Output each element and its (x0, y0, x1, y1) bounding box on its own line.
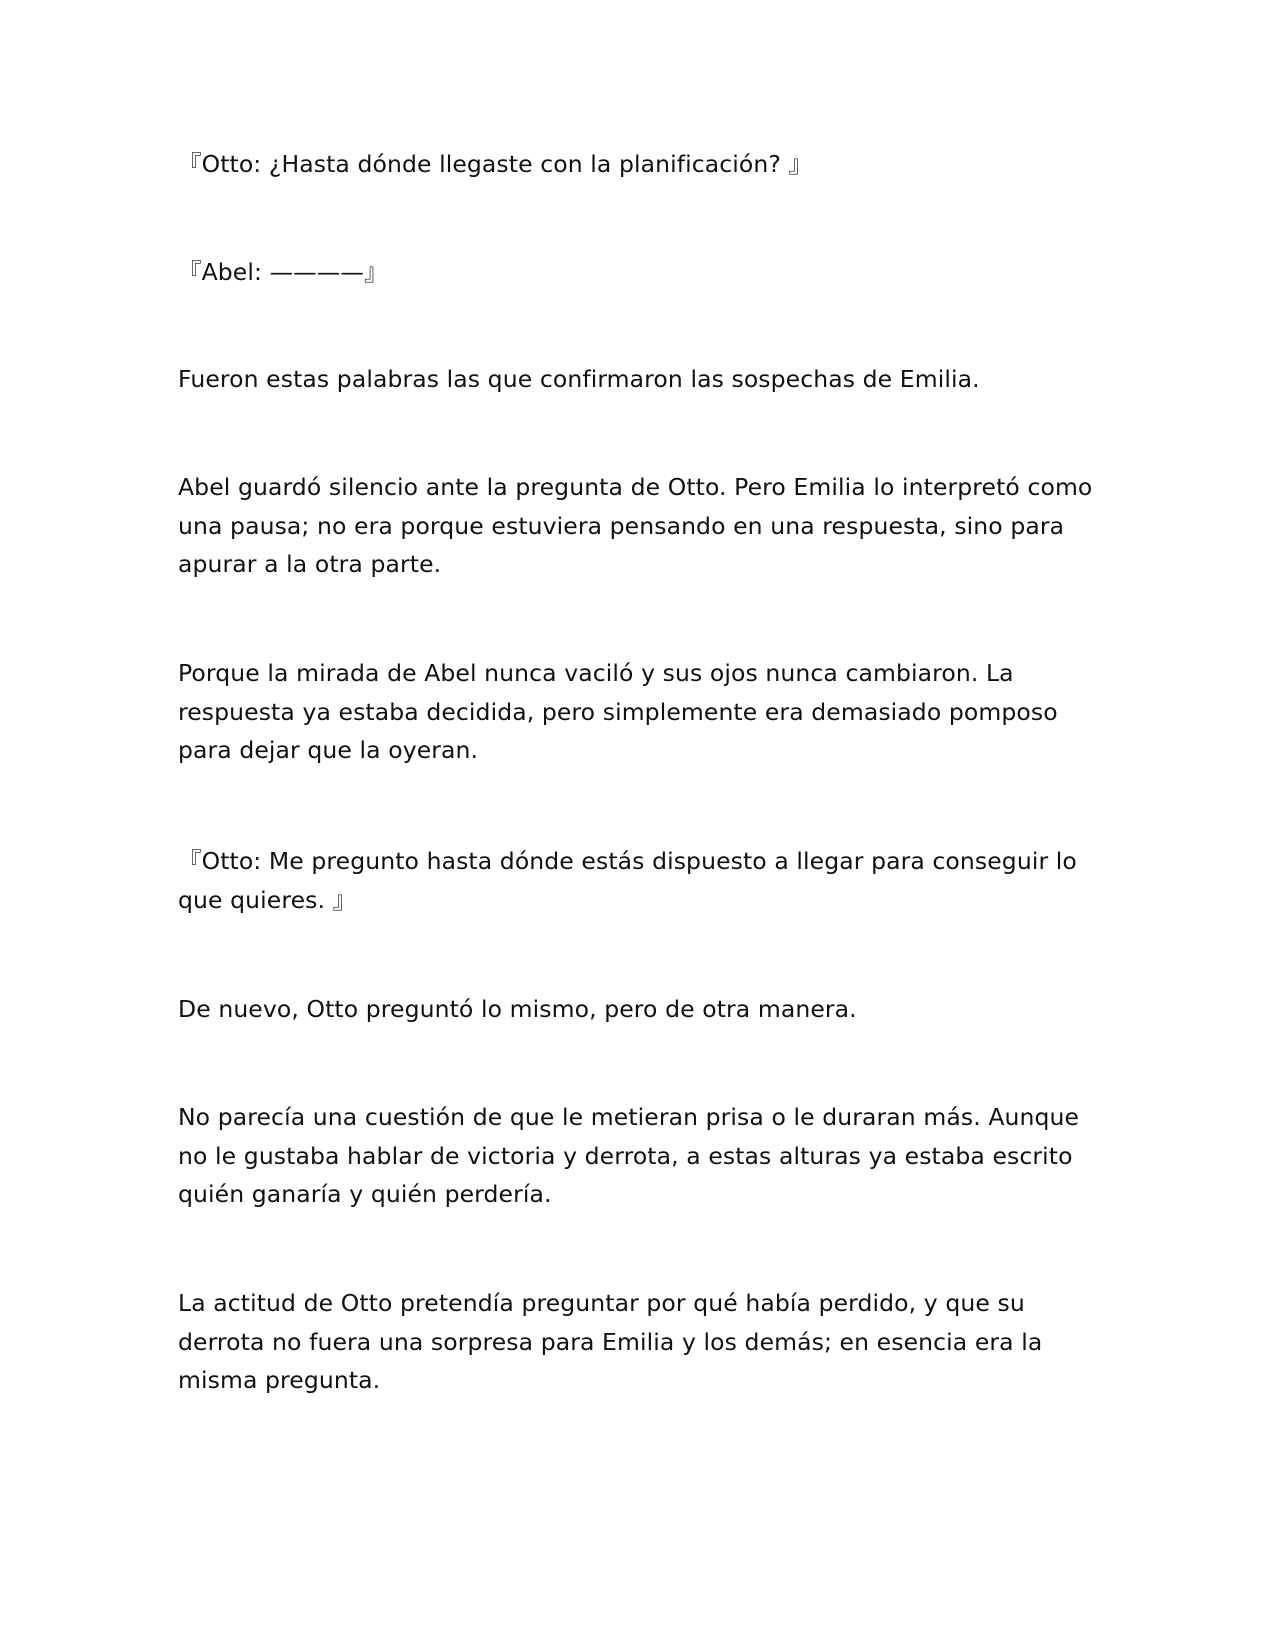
paragraph-otto-attitude: La actitud de Otto pretendía preguntar por qué había perdido, y que su derrota no fuera una sorpresa para Emilia y los demás; en esencia era la misma pregunta. (178, 1289, 1043, 1394)
dialogue-abel-silence: 『Abel: ————』 (178, 258, 388, 286)
dialogue-otto-planning: 『Otto: ¿Hasta dónde llegaste con la planificación? 』 (178, 150, 813, 178)
paragraph-abel-silence: Abel guardó silencio ante la pregunta de Otto. Pero Emilia lo interpretó como una pausa; no era porque estuviera pensando en una respuesta, sino para apurar a la otra parte. (178, 473, 1093, 578)
paragraph-suspicions: Fueron estas palabras las que confirmaron las sospechas de Emilia. (178, 365, 980, 393)
paragraph-abel-gaze: Porque la mirada de Abel nunca vaciló y sus ojos nunca cambiaron. La respuesta ya estaba decidida, pero simplemente era demasiado pomposo para dejar que la oyeran. (178, 659, 1058, 764)
paragraph-victory-defeat: No parecía una cuestión de que le metieran prisa o le duraran más. Aunque no le gustaba hablar de victoria y derrota, a estas alturas ya estaba escrito quién ganaría y quién perdería. (178, 1103, 1080, 1208)
paragraph-otto-again: De nuevo, Otto preguntó lo mismo, pero de otra manera. (178, 995, 857, 1023)
dialogue-otto-question: 『Otto: Me pregunto hasta dónde estás dispuesto a llegar para conseguir lo que quieres. 』 (178, 847, 1077, 914)
